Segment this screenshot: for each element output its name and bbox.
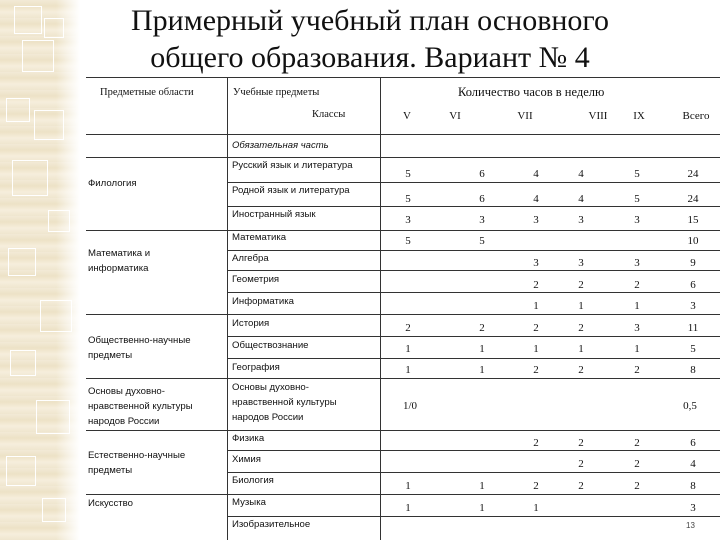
subjects-column-header: Учебные предметы <box>233 87 320 98</box>
hours-cell: 3 <box>634 322 640 334</box>
hours-cell: 2 <box>533 437 539 449</box>
hours-cell: 5 <box>405 168 411 180</box>
hours-cell: 2 <box>578 458 584 470</box>
hours-cell: 3 <box>479 214 485 226</box>
subject-label: Информатика <box>232 296 294 307</box>
area-art: Искусство <box>88 498 133 509</box>
area-math: Математика и информатика <box>88 248 151 274</box>
subject-label: Изобразительное <box>232 519 311 530</box>
hours-cell: 1 <box>578 300 584 312</box>
hours-cell: 1 <box>405 364 411 376</box>
subject-label: Биология <box>232 475 274 486</box>
grid-line <box>380 77 381 540</box>
total-cell: 5 <box>690 343 696 355</box>
total-cell: 6 <box>690 437 696 449</box>
hours-cell: 4 <box>533 168 539 180</box>
subject-label: Музыка <box>232 497 266 508</box>
hours-cell: 1 <box>405 502 411 514</box>
area-social: Общественно-научные предметы <box>88 335 191 361</box>
grid-line <box>86 134 720 135</box>
class-v-header: V <box>403 110 411 122</box>
class-vii-header: VII <box>517 110 533 122</box>
total-cell: 9 <box>690 257 696 269</box>
grid-line <box>86 314 720 315</box>
grid-line <box>227 270 720 271</box>
grid-line <box>227 250 720 251</box>
hours-cell: 1 <box>405 343 411 355</box>
hours-cell: 5 <box>405 193 411 205</box>
subject-label: История <box>232 318 270 329</box>
hours-cell: 2 <box>634 480 640 492</box>
hours-cell: 2 <box>578 364 584 376</box>
total-cell: 15 <box>687 214 699 226</box>
subject-label: География <box>232 362 280 373</box>
grid-line <box>227 516 720 517</box>
hours-cell: 2 <box>479 322 485 334</box>
subject-label: Иностранный язык <box>232 209 316 220</box>
areas-column-header: Предметные области <box>100 87 194 98</box>
grid-line <box>227 77 228 540</box>
grid-line <box>86 378 720 379</box>
total-cell: 10 <box>687 235 699 247</box>
hours-cell: 4 <box>578 168 584 180</box>
total-cell: 11 <box>687 322 699 334</box>
hours-cell: 2 <box>634 458 640 470</box>
hours-cell: 1 <box>533 343 539 355</box>
hours-cell: 5 <box>634 168 640 180</box>
grid-line <box>227 336 720 337</box>
grid-line <box>86 230 720 231</box>
hours-cell: 3 <box>533 257 539 269</box>
area-philology: Филология <box>88 178 137 189</box>
grid-line <box>227 358 720 359</box>
grid-line <box>227 206 720 207</box>
total-cell: 3 <box>690 300 696 312</box>
mandatory-part-label: Обязательная часть <box>232 140 329 151</box>
hours-cell: 2 <box>533 480 539 492</box>
subject-label: Физика <box>232 433 265 444</box>
hours-cell: 6 <box>479 168 485 180</box>
hours-cell: 1 <box>479 343 485 355</box>
subject-label: Родной язык и литература <box>232 185 350 196</box>
hours-cell: 2 <box>634 279 640 291</box>
hours-cell: 3 <box>405 214 411 226</box>
subject-label: Геометрия <box>232 274 280 285</box>
hours-cell: 3 <box>533 214 539 226</box>
subject-label: Алгебра <box>232 253 269 264</box>
classes-column-header: Классы <box>312 109 346 120</box>
hours-cell: 2 <box>634 437 640 449</box>
hours-cell: 5 <box>405 235 411 247</box>
subject-label: Основы духовно-нравственной культуры народов России <box>232 382 337 423</box>
total-cell: 0,5 <box>683 400 697 412</box>
hours-cell: 5 <box>634 193 640 205</box>
hours-cell: 3 <box>634 214 640 226</box>
hours-cell: 1 <box>533 300 539 312</box>
grid-line <box>227 182 720 183</box>
hours-cell: 2 <box>634 364 640 376</box>
hours-cell: 1 <box>578 343 584 355</box>
hours-cell: 3 <box>578 257 584 269</box>
total-cell: 24 <box>687 168 699 180</box>
hours-cell: 1 <box>634 343 640 355</box>
hours-per-week-header: Количество часов в неделю <box>458 85 605 99</box>
subject-label: Обществознание <box>232 340 309 351</box>
hours-cell: 2 <box>578 480 584 492</box>
hours-cell: 1 <box>479 480 485 492</box>
hours-cell: 5 <box>479 235 485 247</box>
page-number: 13 <box>686 521 695 530</box>
total-column-header: Всего <box>682 110 710 122</box>
hours-cell: 2 <box>578 279 584 291</box>
total-cell: 8 <box>690 364 696 376</box>
subject-label: Русский язык и литература <box>232 160 353 171</box>
hours-cell: 2 <box>533 279 539 291</box>
hours-cell: 2 <box>578 322 584 334</box>
hours-cell: 2 <box>405 322 411 334</box>
hours-cell: 3 <box>634 257 640 269</box>
hours-cell: 1 <box>479 364 485 376</box>
hours-cell: 6 <box>479 193 485 205</box>
class-ix-header: IX <box>633 110 645 122</box>
total-cell: 3 <box>690 502 696 514</box>
grid-line <box>227 292 720 293</box>
title-line-1: Примерный учебный план основного <box>130 4 609 37</box>
area-natural: Естественно-научные предметы <box>88 450 186 476</box>
grid-line <box>227 450 720 451</box>
hours-cell: 1 <box>533 502 539 514</box>
hours-cell: 2 <box>578 437 584 449</box>
class-viii-header: VIII <box>588 110 608 122</box>
hours-cell: 1 <box>634 300 640 312</box>
total-cell: 24 <box>687 193 699 205</box>
grid-line <box>86 430 720 431</box>
grid-line <box>86 77 720 78</box>
grid-line <box>227 472 720 473</box>
area-spiritual: Основы духовно-нравственной культуры народов России <box>88 386 193 427</box>
hours-cell: 2 <box>533 322 539 334</box>
title-line-2: общего образования. Вариант № 4 <box>150 41 590 74</box>
hours-cell: 3 <box>578 214 584 226</box>
grid-line <box>86 157 720 158</box>
hours-cell: 1 <box>405 480 411 492</box>
hours-cell: 4 <box>533 193 539 205</box>
subject-label: Математика <box>232 232 287 243</box>
total-cell: 8 <box>690 480 696 492</box>
hours-cell: 1 <box>479 502 485 514</box>
hours-cell: 1/0 <box>402 400 418 412</box>
class-vi-header: VI <box>449 110 461 122</box>
hours-cell: 4 <box>578 193 584 205</box>
subject-label: Химия <box>232 454 261 465</box>
total-cell: 4 <box>690 458 696 470</box>
grid-line <box>86 494 720 495</box>
total-cell: 6 <box>690 279 696 291</box>
hours-cell: 2 <box>533 364 539 376</box>
